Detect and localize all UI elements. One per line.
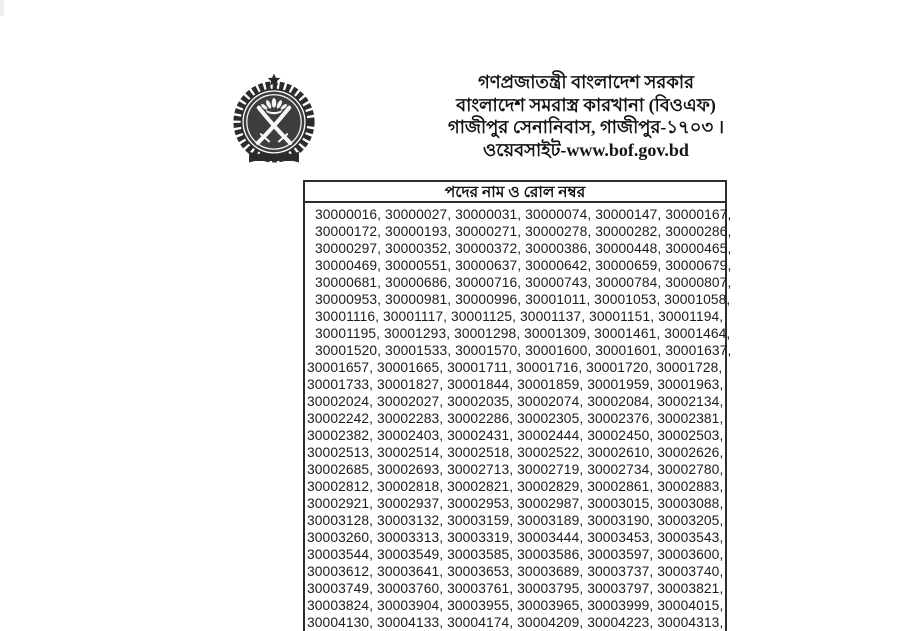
roll-row: 30002242, 30002283, 30002286, 30002305, 30002376, 30002381, bbox=[307, 411, 724, 426]
roll-row: 30002685, 30002693, 30002713, 30002719, 30002734, 30002780, bbox=[307, 462, 724, 477]
roll-row: 30000016, 30000027, 30000031, 30000074, 30000147, 30000167, bbox=[315, 207, 732, 222]
roll-row: 30003824, 30003904, 30003955, 30003965, 30003999, 30004015, bbox=[307, 598, 724, 613]
roll-row: 30001520, 30001533, 30001570, 30001600, 30001601, 30001637, bbox=[315, 343, 732, 358]
roll-row: 30003544, 30003549, 30003585, 30003586, 30003597, 30003600, bbox=[307, 547, 724, 562]
roll-row: 30004130, 30004133, 30004174, 30004209, 30004223, 30004313, bbox=[307, 615, 724, 630]
bof-emblem-icon bbox=[230, 72, 318, 164]
roll-row: 30000297, 30000352, 30000372, 30000386, 30000448, 30000465, bbox=[315, 241, 732, 256]
roll-row: 30000469, 30000551, 30000637, 30000642, 30000659, 30000679, bbox=[315, 258, 732, 273]
roll-row: 30002382, 30002403, 30002431, 30002444, 30002450, 30002503, bbox=[307, 428, 724, 443]
roll-row: 30003749, 30003760, 30003761, 30003795, 30003797, 30003821, bbox=[307, 581, 724, 596]
letterhead bbox=[406, 71, 766, 161]
scan-edge-artifact bbox=[0, 0, 4, 16]
roll-row: 30002921, 30002937, 30002953, 30002987, 30003015, 30003088, bbox=[307, 496, 724, 511]
roll-number-table bbox=[303, 180, 732, 631]
roll-row: 30001657, 30001665, 30001711, 30001716, 30001720, 30001728, bbox=[307, 360, 723, 375]
roll-row: 30003612, 30003641, 30003653, 30003689, 30003737, 30003740, bbox=[307, 564, 724, 579]
roll-row: 30003260, 30003313, 30003319, 30003444, 30003453, 30003543, bbox=[307, 530, 724, 545]
roll-row: 30000953, 30000981, 30000996, 30001011, 30001053, 30001058, bbox=[315, 292, 731, 307]
roll-row: 30002513, 30002514, 30002518, 30002522, 30002610, 30002626, bbox=[307, 445, 724, 460]
roll-row: 30003128, 30003132, 30003159, 30003189, 30003190, 30003205, bbox=[307, 513, 724, 528]
roll-row: 30002024, 30002027, 30002035, 30002074, 30002084, 30002134, bbox=[307, 394, 724, 409]
org-name-line: বাংলাদেশ সমরাস্ত্র কারখানা (বিওএফ) bbox=[456, 94, 716, 115]
org-address-line: গাজীপুর সেনানিবাস, গাজীপুর-১৭০৩ । bbox=[447, 117, 725, 137]
roll-row: 30001733, 30001827, 30001844, 30001859, 30001959, 30001963, bbox=[307, 377, 724, 392]
roll-row: 30002812, 30002818, 30002821, 30002829, 30002861, 30002883, bbox=[307, 479, 724, 494]
govt-name-line: গণপ্রজাতন্ত্রী বাংলাদেশ সরকার bbox=[477, 72, 695, 92]
roll-row: 30000172, 30000193, 30000271, 30000278, 30000282, 30000286, bbox=[315, 224, 732, 239]
roll-row: 30000681, 30000686, 30000716, 30000743, 30000784, 30000807, bbox=[315, 275, 732, 290]
roll-row: 30001195, 30001293, 30001298, 30001309, 30001461, 30001464, bbox=[315, 326, 731, 341]
table-header-post-and-roll: পদের নাম ও রোল নম্বর bbox=[305, 182, 725, 203]
roll-number-list bbox=[305, 203, 732, 631]
roll-row: 30001116, 30001117, 30001125, 30001137, 30001151, 30001194, bbox=[315, 309, 724, 324]
org-website-line: ওয়েবসাইট-www.bof.gov.bd bbox=[483, 139, 689, 160]
